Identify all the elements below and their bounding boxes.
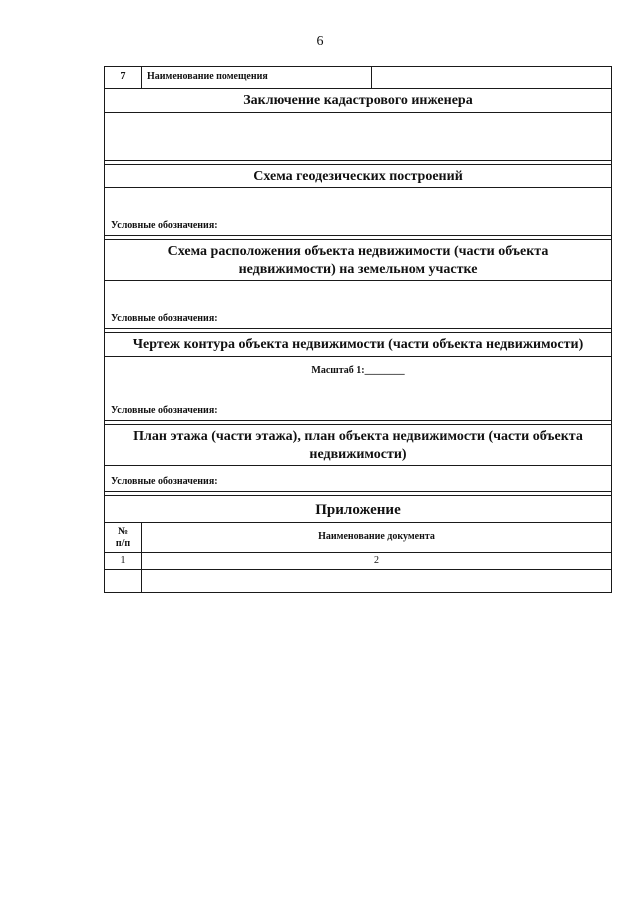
- geodesy-title: Схема геодезических построений: [253, 169, 463, 184]
- page-number: 6: [316, 34, 324, 49]
- appendix-empty-row: [105, 570, 611, 592]
- floor-plan-legend-label: Условные обозначения:: [111, 476, 218, 487]
- location-title-line2: недвижимости) на земельном участке: [238, 262, 478, 277]
- location-legend-label: Условные обозначения:: [111, 313, 218, 324]
- geodesy-body: [105, 188, 611, 236]
- conclusion-header-row: [105, 89, 611, 113]
- appendix-col-doc: Наименование документа: [318, 531, 435, 542]
- appendix-col-num-line2: п/п: [115, 538, 131, 549]
- appendix-empty-doc: [142, 570, 611, 592]
- technical-plan-sheet: [104, 66, 612, 593]
- premise-name-label: Наименование помещения: [142, 67, 372, 88]
- appendix-index-num: 1: [105, 553, 142, 569]
- floor-plan-body: [105, 466, 611, 492]
- scale-label: Масштаб 1:________: [311, 365, 405, 376]
- appendix-title: Приложение: [315, 502, 401, 518]
- contour-legend-label: Условные обозначения:: [111, 405, 218, 416]
- conclusion-title: Заключение кадастрового инженера: [243, 93, 473, 108]
- contour-body: [105, 357, 611, 421]
- premise-name-value: [372, 67, 611, 88]
- appendix-col-num: [105, 523, 142, 552]
- appendix-index-row: [105, 553, 611, 570]
- geodesy-legend-label: Условные обозначения:: [111, 220, 218, 231]
- appendix-header-row: [105, 495, 611, 523]
- location-header-row: [105, 239, 611, 281]
- floor-plan-header-row: [105, 424, 611, 466]
- floor-plan-title-line1: План этажа (части этажа), план объекта недвижимости (части объекта: [133, 429, 583, 444]
- appendix-index-doc: 2: [374, 555, 379, 566]
- conclusion-body: [105, 113, 611, 161]
- appendix-empty-num: [105, 570, 142, 592]
- premise-name-row: [105, 67, 611, 89]
- appendix-table-header: [105, 523, 611, 553]
- location-title: [105, 240, 611, 282]
- geodesy-header-row: [105, 164, 611, 188]
- location-title-line1: Схема расположения объекта недвижимости (части объекта: [167, 244, 549, 259]
- contour-header-row: [105, 332, 611, 357]
- contour-title: Чертеж контура объекта недвижимости (части объекта недвижимости): [132, 337, 584, 352]
- floor-plan-title: [105, 425, 611, 467]
- floor-plan-title-line2: недвижимости): [309, 447, 407, 462]
- row-number: 7: [105, 67, 142, 88]
- location-body: [105, 281, 611, 329]
- appendix-col-num-line1: №: [117, 526, 129, 537]
